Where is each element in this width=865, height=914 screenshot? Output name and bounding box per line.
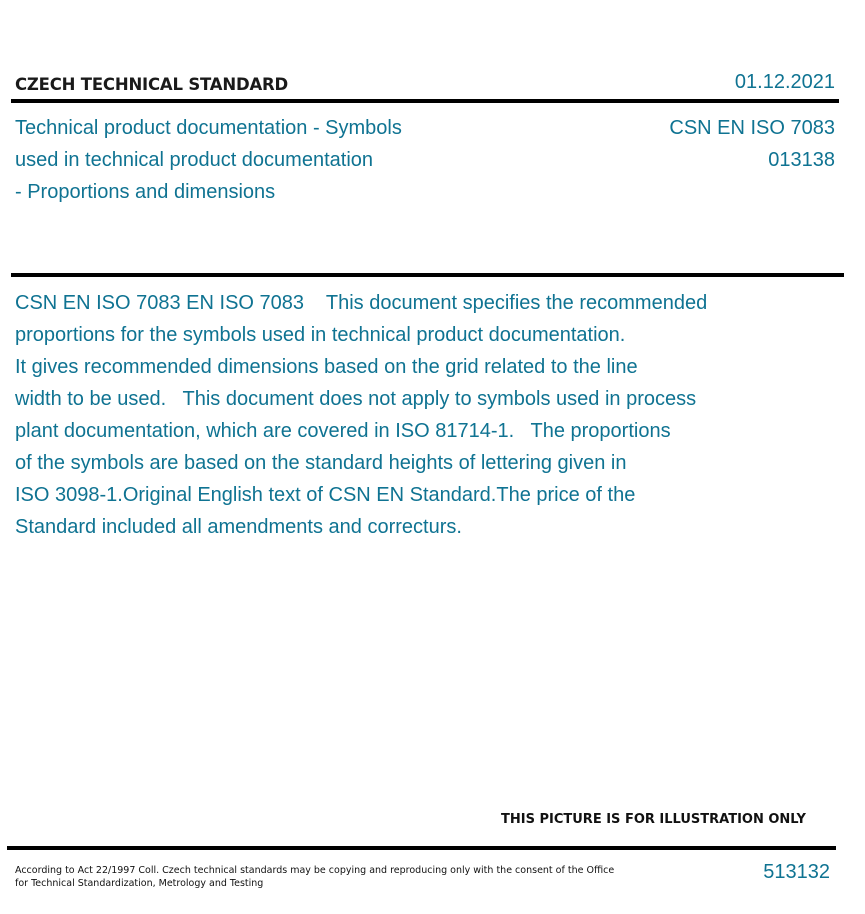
publication-date: 01.12.2021 xyxy=(734,71,835,93)
document-type-heading: CZECH TECHNICAL STANDARD xyxy=(15,75,289,94)
description-line: proportions for the symbols used in technical product documentation. xyxy=(15,324,626,346)
legal-notice xyxy=(15,864,615,890)
description-line: Standard included all amendments and correcturs. xyxy=(15,516,462,538)
standard-code: CSN EN ISO 7083 xyxy=(669,117,835,139)
standard-title-line: - Proportions and dimensions xyxy=(15,181,276,203)
standard-title-line: Technical product documentation - Symbols xyxy=(15,117,402,139)
standard-description xyxy=(15,287,815,543)
catalog-number: 013138 xyxy=(768,149,835,171)
standard-title-line: used in technical product documentation xyxy=(15,149,374,171)
description-line: width to be used. This document does not apply to symbols used in process xyxy=(15,388,697,410)
footer-code: 513132 xyxy=(763,861,830,883)
description-line: CSN EN ISO 7083 EN ISO 7083 This document specifies the recommended xyxy=(15,292,708,314)
legal-notice-line: for Technical Standardization, Metrology and Testing xyxy=(15,878,264,889)
header-divider xyxy=(11,99,839,103)
description-line: of the symbols are based on the standard heights of lettering given in xyxy=(15,452,627,474)
footer-divider xyxy=(7,846,836,850)
standard-title xyxy=(15,112,535,208)
description-line: ISO 3098-1.Original English text of CSN EN Standard.The price of the xyxy=(15,484,636,506)
illustration-disclaimer: THIS PICTURE IS FOR ILLUSTRATION ONLY xyxy=(501,812,806,827)
description-line: It gives recommended dimensions based on the grid related to the line xyxy=(15,356,638,378)
standard-identifiers xyxy=(669,112,835,176)
legal-notice-line: According to Act 22/1997 Coll. Czech technical standards may be copying and reproducing only with the consent of the Office xyxy=(15,865,615,876)
description-line: plant documentation, which are covered in ISO 81714-1. The proportions xyxy=(15,420,671,442)
title-divider xyxy=(11,273,844,277)
